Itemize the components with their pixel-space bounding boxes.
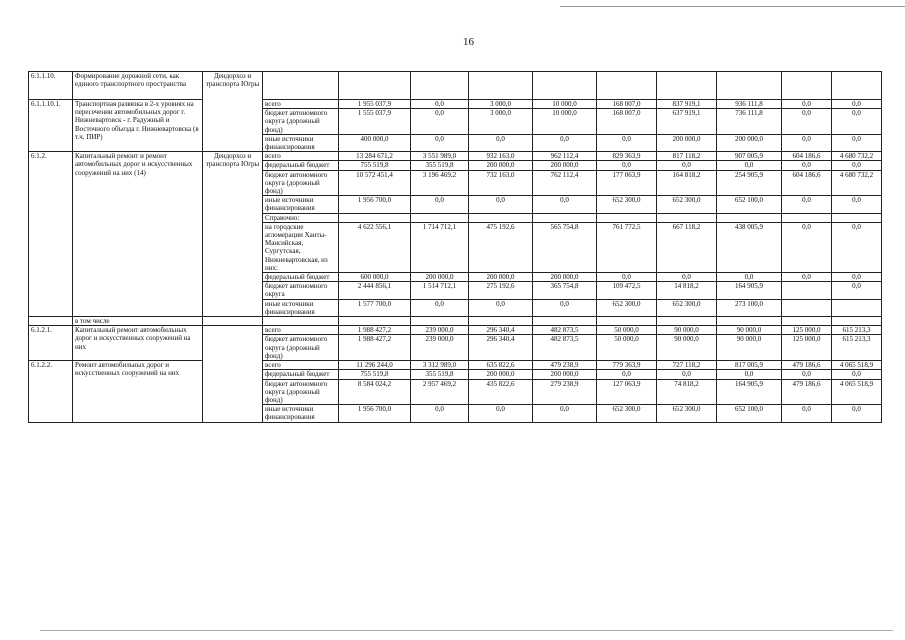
row-source: на городские агломерации Ханты-Мансийская, Сургутская, Нижневартовская, из них: [263, 222, 339, 272]
value-cell: 90 000,0 [657, 335, 717, 361]
value-cell: 479 238,9 [533, 361, 597, 370]
value-cell: 829 363,9 [597, 152, 657, 161]
value-cell: 0,0 [832, 196, 882, 213]
value-cell: 4 065 518,9 [832, 379, 882, 405]
value-cell: 604 186,6 [782, 170, 832, 196]
value-cell: 936 111,8 [717, 100, 782, 109]
value-cell: 907 005,9 [717, 152, 782, 161]
row-source: бюджет автономного округа (дорожный фонд) [263, 379, 339, 405]
row-source: всего [263, 361, 339, 370]
row-code [29, 317, 73, 326]
value-cell [657, 213, 717, 222]
row-name: Транспортная развязка в 2-х уровнях на пересечении автомобильных дорог г. Нижневартовск - г. Радужный и Восточного объезда г. Нижневартовска (в т.ч. ПИР) [73, 100, 203, 152]
value-cell: 0,0 [469, 196, 533, 213]
value-cell: 254 905,9 [717, 170, 782, 196]
row-name: Формирование дорожной сети, как единого транспортного пространства [73, 72, 203, 100]
value-cell: 565 754,8 [533, 222, 597, 272]
value-cell: 14 818,2 [657, 282, 717, 299]
top-rule [560, 6, 905, 7]
row-source: иные источники финансирования [263, 196, 339, 213]
value-cell: 3 000,0 [469, 109, 533, 135]
value-cell: 279 238,9 [533, 379, 597, 405]
value-cell [832, 317, 882, 326]
value-cell: 0,0 [782, 222, 832, 272]
page-number: 16 [463, 36, 474, 48]
table-row [29, 317, 882, 326]
value-cell: 0,0 [832, 100, 882, 109]
value-cell: 1 577 700,0 [339, 299, 411, 316]
value-cell: 4 680 732,2 [832, 170, 882, 196]
value-cell: 0,0 [717, 273, 782, 282]
value-cell [339, 72, 411, 100]
value-cell: 482 873,5 [533, 326, 597, 335]
value-cell: 200 000,0 [469, 273, 533, 282]
value-cell [782, 317, 832, 326]
value-cell: 932 163,0 [469, 152, 533, 161]
value-cell [657, 317, 717, 326]
value-cell: 3 000,0 [469, 100, 533, 109]
value-cell: 275 192,6 [469, 282, 533, 299]
value-cell [469, 317, 533, 326]
value-cell: 0,0 [657, 161, 717, 170]
value-cell [533, 213, 597, 222]
value-cell: 962 112,4 [533, 152, 597, 161]
row-source: иные источники финансирования [263, 299, 339, 316]
value-cell: 1 555 037,9 [339, 109, 411, 135]
value-cell: 239 000,0 [411, 326, 469, 335]
value-cell [597, 72, 657, 100]
row-source: бюджет автономного округа (дорожный фонд) [263, 109, 339, 135]
row-code: 6.1.1.10. [29, 72, 73, 100]
value-cell: 109 472,5 [597, 282, 657, 299]
value-cell: 652 300,0 [657, 196, 717, 213]
row-source [263, 317, 339, 326]
value-cell: 1 988 427,2 [339, 335, 411, 361]
value-cell: 0,0 [832, 109, 882, 135]
value-cell: 8 584 024,2 [339, 379, 411, 405]
row-source: всего [263, 152, 339, 161]
value-cell: 168 007,0 [597, 109, 657, 135]
value-cell: 600 000,0 [339, 273, 411, 282]
value-cell: 90 000,0 [717, 335, 782, 361]
value-cell: 652 300,0 [597, 405, 657, 422]
value-cell [339, 317, 411, 326]
value-cell: 0,0 [782, 273, 832, 282]
budget-table [28, 71, 882, 423]
value-cell: 164 905,9 [717, 282, 782, 299]
value-cell: 0,0 [597, 161, 657, 170]
value-cell [832, 72, 882, 100]
value-cell: 0,0 [782, 134, 832, 151]
value-cell: 0,0 [832, 161, 882, 170]
value-cell [411, 317, 469, 326]
value-cell: 296 340,4 [469, 326, 533, 335]
value-cell: 438 005,9 [717, 222, 782, 272]
value-cell: 0,0 [533, 299, 597, 316]
value-cell: 10 572 451,4 [339, 170, 411, 196]
row-name: Капитальный ремонт автомобильных дорог и искусственных сооружений на них [73, 326, 203, 361]
value-cell: 0,0 [832, 222, 882, 272]
value-cell: 13 284 671,2 [339, 152, 411, 161]
value-cell: 482 873,5 [533, 335, 597, 361]
value-cell: 0,0 [469, 405, 533, 422]
row-code: 6.1.2.2. [29, 361, 73, 422]
value-cell [782, 213, 832, 222]
value-cell: 779 363,9 [597, 361, 657, 370]
value-cell: 0,0 [533, 196, 597, 213]
value-cell: 0,0 [657, 273, 717, 282]
value-cell: 0,0 [832, 134, 882, 151]
row-executor: Дендорхоз и транспорта Югры [203, 152, 263, 317]
value-cell: 0,0 [597, 370, 657, 379]
value-cell: 732 163,0 [469, 170, 533, 196]
value-cell: 0,0 [717, 370, 782, 379]
value-cell: 0,0 [832, 273, 882, 282]
value-cell: 2 444 856,1 [339, 282, 411, 299]
value-cell: 0,0 [832, 370, 882, 379]
value-cell [782, 72, 832, 100]
value-cell: 0,0 [597, 134, 657, 151]
value-cell: 200 000,0 [717, 134, 782, 151]
value-cell: 652 300,0 [657, 405, 717, 422]
value-cell: 837 919,1 [657, 100, 717, 109]
value-cell: 164 905,9 [717, 379, 782, 405]
value-cell: 479 186,6 [782, 361, 832, 370]
value-cell: 3 312 989,0 [411, 361, 469, 370]
value-cell: 0,0 [411, 134, 469, 151]
value-cell: 727 118,2 [657, 361, 717, 370]
row-source: бюджет автономного округа [263, 282, 339, 299]
row-source: Справочно: [263, 213, 339, 222]
value-cell: 755 519,8 [339, 370, 411, 379]
value-cell: 10 000,0 [533, 100, 597, 109]
value-cell: 0,0 [782, 161, 832, 170]
value-cell: 365 754,8 [533, 282, 597, 299]
row-executor [203, 317, 263, 326]
value-cell: 0,0 [657, 370, 717, 379]
value-cell: 168 007,0 [597, 100, 657, 109]
value-cell: 164 818,2 [657, 170, 717, 196]
value-cell [411, 213, 469, 222]
value-cell [597, 317, 657, 326]
value-cell: 652 100,0 [717, 405, 782, 422]
value-cell: 0,0 [782, 370, 832, 379]
value-cell: 200 000,0 [657, 134, 717, 151]
table-row [29, 72, 882, 100]
value-cell: 652 300,0 [597, 196, 657, 213]
value-cell: 200 000,0 [533, 161, 597, 170]
value-cell: 761 772,5 [597, 222, 657, 272]
value-cell: 273 100,0 [717, 299, 782, 316]
value-cell [717, 213, 782, 222]
value-cell: 762 112,4 [533, 170, 597, 196]
value-cell: 667 118,2 [657, 222, 717, 272]
value-cell: 0,0 [782, 109, 832, 135]
row-source: федеральный бюджет [263, 161, 339, 170]
value-cell: 0,0 [533, 405, 597, 422]
row-name: Капитальный ремонт и ремонт автомобильных дорог и искусственных сооружений на них (14) [73, 152, 203, 317]
value-cell: 4 622 556,1 [339, 222, 411, 272]
table-row [29, 326, 882, 335]
value-cell [717, 72, 782, 100]
value-cell: 1 955 037,9 [339, 100, 411, 109]
value-cell: 0,0 [411, 405, 469, 422]
value-cell: 435 822,6 [469, 379, 533, 405]
value-cell: 0,0 [411, 299, 469, 316]
value-cell: 635 822,6 [469, 361, 533, 370]
value-cell: 615 213,3 [832, 326, 882, 335]
value-cell: 1 956 700,0 [339, 196, 411, 213]
value-cell: 200 000,0 [469, 370, 533, 379]
value-cell: 0,0 [832, 282, 882, 299]
value-cell: 479 186,6 [782, 379, 832, 405]
value-cell: 50 000,0 [597, 335, 657, 361]
value-cell: 652 100,0 [717, 196, 782, 213]
value-cell: 652 300,0 [657, 299, 717, 316]
value-cell: 177 063,9 [597, 170, 657, 196]
value-cell: 0,0 [782, 100, 832, 109]
row-source: бюджет автономного округа (дорожный фонд) [263, 335, 339, 361]
value-cell: 74 818,2 [657, 379, 717, 405]
value-cell: 125 000,0 [782, 326, 832, 335]
value-cell: 50 000,0 [597, 326, 657, 335]
value-cell: 1 956 700,0 [339, 405, 411, 422]
bottom-rule [40, 630, 893, 631]
value-cell: 0,0 [469, 299, 533, 316]
value-cell: 1 988 427,2 [339, 326, 411, 335]
value-cell [533, 317, 597, 326]
value-cell: 90 000,0 [717, 326, 782, 335]
row-source: федеральный бюджет [263, 370, 339, 379]
value-cell: 0,0 [411, 100, 469, 109]
value-cell: 355 519,8 [411, 370, 469, 379]
value-cell: 0,0 [832, 405, 882, 422]
value-cell: 3 551 989,0 [411, 152, 469, 161]
value-cell: 239 000,0 [411, 335, 469, 361]
value-cell [657, 72, 717, 100]
value-cell: 652 300,0 [597, 299, 657, 316]
row-source: всего [263, 326, 339, 335]
value-cell: 4 680 732,2 [832, 152, 882, 161]
row-source: всего [263, 100, 339, 109]
value-cell: 200 000,0 [469, 161, 533, 170]
value-cell: 0,0 [469, 134, 533, 151]
value-cell [782, 282, 832, 299]
table-row [29, 152, 882, 161]
value-cell [597, 213, 657, 222]
value-cell [469, 213, 533, 222]
value-cell: 10 000,0 [533, 109, 597, 135]
value-cell: 0,0 [411, 196, 469, 213]
value-cell [339, 213, 411, 222]
value-cell [717, 317, 782, 326]
value-cell [533, 72, 597, 100]
value-cell: 127 063,9 [597, 379, 657, 405]
value-cell [469, 72, 533, 100]
value-cell: 0,0 [717, 161, 782, 170]
row-name: в том числе [73, 317, 203, 326]
table-row [29, 100, 882, 109]
value-cell [832, 299, 882, 316]
value-cell: 355 519,8 [411, 161, 469, 170]
row-source: бюджет автономного округа (дорожный фонд) [263, 170, 339, 196]
value-cell: 200 000,0 [533, 370, 597, 379]
row-source: иные источники финансирования [263, 134, 339, 151]
value-cell: 400 000,0 [339, 134, 411, 151]
value-cell: 604 186,6 [782, 152, 832, 161]
value-cell: 0,0 [411, 109, 469, 135]
value-cell: 0,0 [782, 196, 832, 213]
value-cell: 200 000,0 [533, 273, 597, 282]
value-cell: 200 000,0 [411, 273, 469, 282]
value-cell: 615 213,3 [832, 335, 882, 361]
row-code: 6.1.2. [29, 152, 73, 317]
value-cell: 90 000,0 [657, 326, 717, 335]
value-cell: 125 000,0 [782, 335, 832, 361]
row-source: иные источники финансирования [263, 405, 339, 422]
value-cell: 0,0 [782, 405, 832, 422]
row-name: Ремонт автомобильных дорог и искусственных сооружений на них [73, 361, 203, 422]
value-cell: 1 714 712,1 [411, 222, 469, 272]
row-code: 6.1.2.1. [29, 326, 73, 361]
value-cell: 817 005,9 [717, 361, 782, 370]
row-source: федеральный бюджет [263, 273, 339, 282]
value-cell: 637 919,1 [657, 109, 717, 135]
value-cell [832, 213, 882, 222]
value-cell: 296 340,4 [469, 335, 533, 361]
value-cell: 0,0 [533, 134, 597, 151]
value-cell: 817 118,2 [657, 152, 717, 161]
value-cell [411, 72, 469, 100]
value-cell: 1 514 712,1 [411, 282, 469, 299]
value-cell: 755 519,8 [339, 161, 411, 170]
value-cell: 475 192,6 [469, 222, 533, 272]
table-row [29, 361, 882, 370]
value-cell: 3 196 469,2 [411, 170, 469, 196]
row-executor: Дендорхоз и транспорта Югры [203, 72, 263, 152]
row-code: 6.1.1.10.1. [29, 100, 73, 152]
table-body [29, 72, 882, 423]
row-executor [203, 326, 263, 422]
value-cell: 4 065 518,9 [832, 361, 882, 370]
value-cell: 11 296 244,0 [339, 361, 411, 370]
value-cell: 2 957 469,2 [411, 379, 469, 405]
value-cell [782, 299, 832, 316]
value-cell: 0,0 [597, 273, 657, 282]
value-cell: 736 111,8 [717, 109, 782, 135]
row-source [263, 72, 339, 100]
